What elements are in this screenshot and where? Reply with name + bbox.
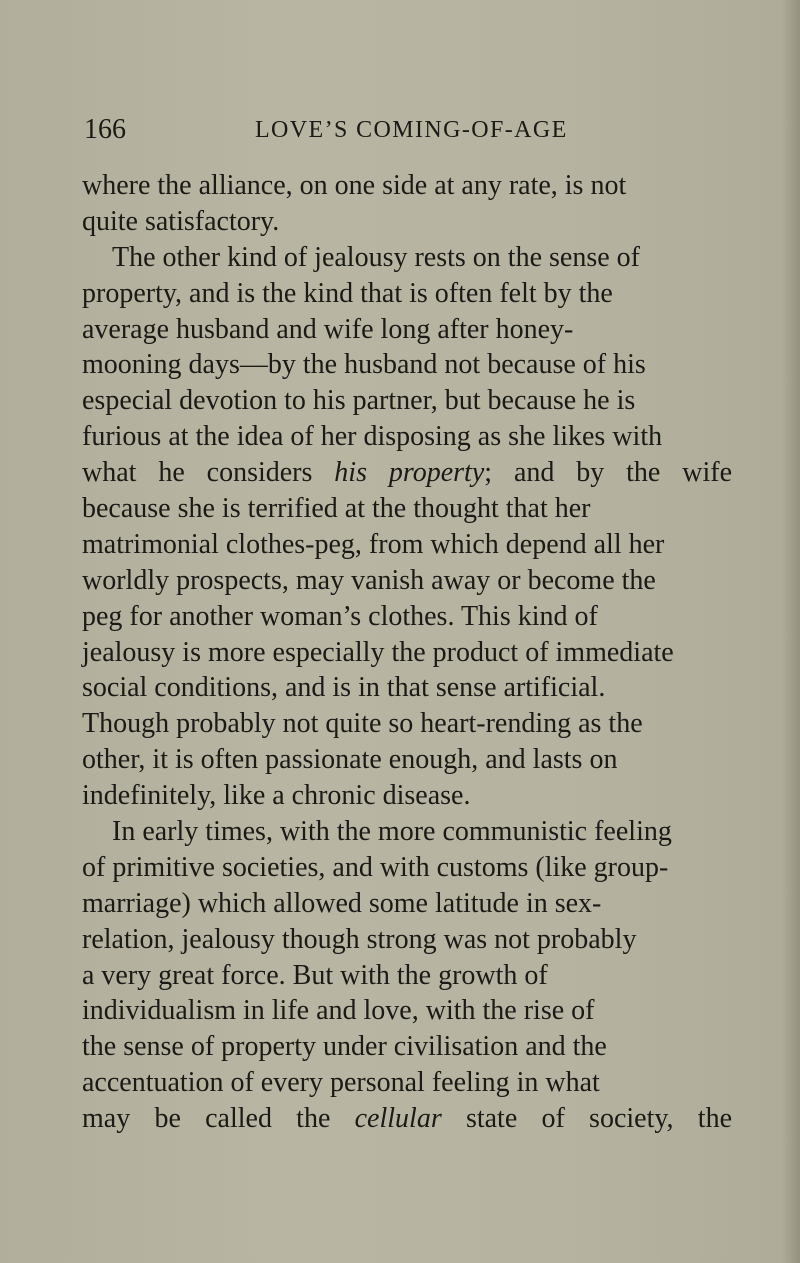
line-text-before: may be called the: [82, 1103, 355, 1135]
text-line: [82, 993, 732, 1029]
line-text: a very great force. But with the growth of: [82, 959, 548, 991]
line-text: individualism in life and love, with the rise of: [82, 995, 595, 1027]
text-line: [82, 778, 732, 814]
text-line: [82, 1065, 732, 1101]
text-line: [82, 312, 732, 348]
line-text: quite satisfactory.: [82, 205, 280, 237]
paragraph-first-line: [82, 240, 732, 276]
running-title: LOVE’S COMING-OF-AGE: [255, 117, 568, 143]
line-text: because she is terrified at the thought that her: [82, 493, 591, 525]
line-text: social conditions, and is in that sense artificial.: [82, 672, 606, 704]
text-line: [82, 168, 732, 204]
line-text: especial devotion to his partner, but because he is: [82, 385, 636, 417]
line-text: Though probably not quite so heart-rending as the: [82, 708, 643, 740]
text-line: [82, 347, 732, 383]
text-line: [82, 850, 732, 886]
text-line: [82, 958, 732, 994]
text-line: [82, 1029, 732, 1065]
italic-phrase: his property: [334, 457, 485, 489]
text-line: [82, 670, 732, 706]
text-line-with-italic: [82, 455, 732, 491]
running-header: [84, 112, 732, 148]
italic-word: cellular: [354, 1103, 442, 1135]
text-line: [82, 742, 732, 778]
line-text: jealousy is more especially the product of immediate: [82, 636, 674, 668]
line-text: peg for another woman’s clothes. This kind of: [82, 600, 598, 632]
paragraph-first-line: [82, 814, 732, 850]
text-line: [82, 563, 732, 599]
line-text: indefinitely, like a chronic disease.: [82, 780, 471, 812]
line-text: furious at the idea of her disposing as she likes with: [82, 421, 663, 453]
line-text: other, it is often passionate enough, and lasts on: [82, 744, 618, 776]
line-text: accentuation of every personal feeling in what: [82, 1067, 600, 1099]
line-text-after: ; and by the wife: [484, 457, 733, 489]
text-line: [82, 491, 732, 527]
page-edge-shadow: [782, 0, 800, 1263]
line-text: mooning days—by the husband not because of his: [82, 349, 646, 381]
page-number: 166: [84, 114, 126, 145]
line-text: the sense of property under civilisation and the: [82, 1031, 607, 1063]
text-line: [82, 527, 732, 563]
line-text: where the alliance, on one side at any rate, is not: [82, 170, 627, 201]
text-line-with-italic: [82, 1101, 732, 1137]
line-text: matrimonial clothes-peg, from which depend all her: [82, 528, 665, 560]
text-line: [82, 635, 732, 671]
line-text: property, and is the kind that is often felt by the: [82, 277, 613, 309]
text-line: [82, 204, 732, 240]
text-line: [82, 922, 732, 958]
text-line: [82, 599, 732, 635]
line-text: The other kind of jealousy rests on the sense of: [112, 241, 640, 273]
line-text: marriage) which allowed some latitude in sex-: [82, 887, 602, 919]
text-line: [82, 276, 732, 312]
line-text: of primitive societies, and with customs (like group-: [82, 851, 669, 883]
text-line: [82, 706, 732, 742]
text-line: [82, 383, 732, 419]
line-text-before: what he considers: [82, 457, 335, 489]
line-text: average husband and wife long after honey-: [82, 313, 574, 345]
text-line: [82, 886, 732, 922]
line-text: worldly prospects, may vanish away or become the: [82, 564, 656, 596]
line-text-after: state of society, the: [441, 1103, 732, 1135]
line-text: relation, jealousy though strong was not probably: [82, 923, 637, 955]
text-line: [82, 419, 732, 455]
line-text: In early times, with the more communistic feeling: [112, 816, 672, 848]
body-text: [82, 168, 732, 1137]
